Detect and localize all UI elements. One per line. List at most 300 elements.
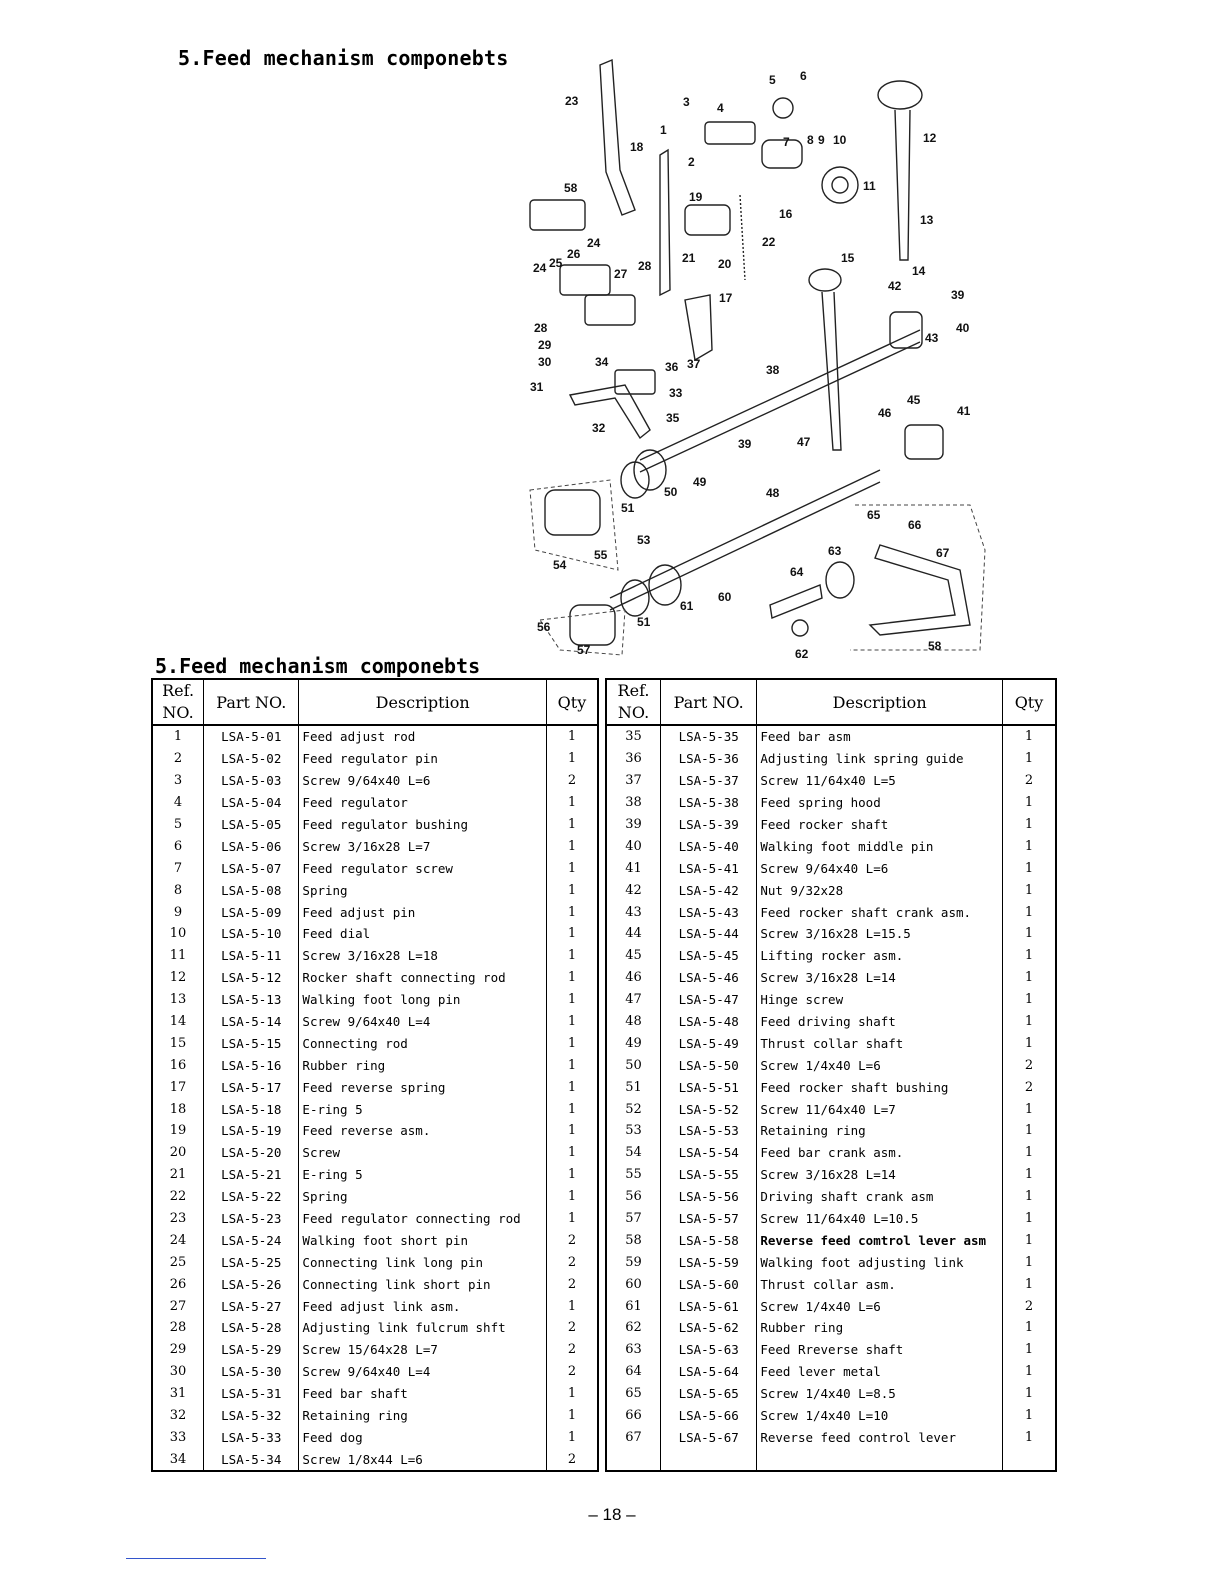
callout-28: 28 bbox=[534, 321, 548, 335]
ref-no: 60 bbox=[606, 1273, 661, 1295]
part-no: LSA-5-65 bbox=[661, 1383, 757, 1405]
ref-no: 40 bbox=[606, 835, 661, 857]
part-no: LSA-5-17 bbox=[204, 1076, 299, 1098]
description: Feed reverse asm. bbox=[299, 1120, 546, 1142]
ref-no: 61 bbox=[606, 1295, 661, 1317]
part-no: LSA-5-22 bbox=[204, 1186, 299, 1208]
table-row bbox=[606, 1383, 1056, 1405]
ref-no: 20 bbox=[152, 1142, 204, 1164]
table-row bbox=[606, 1229, 1056, 1251]
callout-15: 15 bbox=[841, 251, 855, 265]
table-row bbox=[606, 1251, 1056, 1273]
table-row bbox=[606, 748, 1056, 770]
qty: 1 bbox=[546, 725, 598, 748]
description: Thrust collar asm. bbox=[757, 1273, 1003, 1295]
part-no: LSA-5-19 bbox=[204, 1120, 299, 1142]
qty: 2 bbox=[1002, 1295, 1056, 1317]
ref-no: 29 bbox=[152, 1339, 204, 1361]
description: Lifting rocker asm. bbox=[757, 945, 1003, 967]
qty: 2 bbox=[546, 1339, 598, 1361]
header-ref: Ref. NO. bbox=[606, 679, 661, 725]
ref-no: 54 bbox=[606, 1142, 661, 1164]
ref-no: 10 bbox=[152, 923, 204, 945]
table-row bbox=[152, 1142, 598, 1164]
callout-64: 64 bbox=[790, 565, 804, 579]
ref-no: 17 bbox=[152, 1076, 204, 1098]
ref-no: 66 bbox=[606, 1405, 661, 1427]
callout-45: 45 bbox=[907, 393, 921, 407]
description: Connecting link short pin bbox=[299, 1273, 546, 1295]
part-no: LSA-5-40 bbox=[661, 835, 757, 857]
qty: 1 bbox=[1002, 923, 1056, 945]
callout-5: 5 bbox=[769, 73, 776, 87]
table-row bbox=[152, 1032, 598, 1054]
callout-38: 38 bbox=[766, 363, 780, 377]
ref-no: 53 bbox=[606, 1120, 661, 1142]
part-no: LSA-5-31 bbox=[204, 1383, 299, 1405]
section-title: 5.Feed mechanism componebts bbox=[155, 654, 481, 678]
qty: 2 bbox=[546, 1361, 598, 1383]
ref-no: 36 bbox=[606, 748, 661, 770]
description: Feed dog bbox=[299, 1427, 546, 1449]
part-no: LSA-5-51 bbox=[661, 1076, 757, 1098]
qty: 1 bbox=[546, 1186, 598, 1208]
ref-no: 35 bbox=[606, 725, 661, 748]
callout-2: 2 bbox=[688, 155, 695, 169]
qty bbox=[1002, 1448, 1056, 1471]
ref-no: 11 bbox=[152, 945, 204, 967]
callout-43: 42 bbox=[888, 279, 902, 293]
part-no: LSA-5-08 bbox=[204, 879, 299, 901]
part-no: LSA-5-37 bbox=[661, 770, 757, 792]
description: Rubber ring bbox=[757, 1317, 1003, 1339]
header-ref: Ref. NO. bbox=[152, 679, 204, 725]
description: Retaining ring bbox=[757, 1120, 1003, 1142]
description: Screw 9/64x40 L=6 bbox=[299, 770, 546, 792]
qty: 1 bbox=[546, 792, 598, 814]
callout-24b: 24 bbox=[533, 261, 547, 275]
qty: 1 bbox=[1002, 879, 1056, 901]
callout-12: 12 bbox=[923, 131, 937, 145]
qty: 1 bbox=[1002, 725, 1056, 748]
qty: 1 bbox=[546, 748, 598, 770]
ref-no: 45 bbox=[606, 945, 661, 967]
ref-no bbox=[606, 1448, 661, 1471]
callout-59: 58 bbox=[564, 181, 578, 195]
table-row bbox=[606, 1142, 1056, 1164]
description: Feed rocker shaft bushing bbox=[757, 1076, 1003, 1098]
table-row bbox=[152, 835, 598, 857]
table-row bbox=[606, 1317, 1056, 1339]
ref-no: 4 bbox=[152, 792, 204, 814]
ref-no: 65 bbox=[606, 1383, 661, 1405]
table-row bbox=[152, 1186, 598, 1208]
qty: 2 bbox=[1002, 1054, 1056, 1076]
callout-4: 4 bbox=[717, 101, 724, 115]
callout-53: 53 bbox=[637, 533, 651, 547]
description: Feed adjust pin bbox=[299, 901, 546, 923]
callout-9: 9 bbox=[818, 133, 825, 147]
part-no: LSA-5-47 bbox=[661, 989, 757, 1011]
description: Feed bar crank asm. bbox=[757, 1142, 1003, 1164]
callout-42: 41 bbox=[957, 404, 971, 418]
callout-28top: 28 bbox=[638, 259, 652, 273]
callout-21: 21 bbox=[682, 251, 696, 265]
header-qty: Qty bbox=[1002, 679, 1056, 725]
part-no bbox=[661, 1448, 757, 1471]
ref-no: 2 bbox=[152, 748, 204, 770]
table-row bbox=[606, 1208, 1056, 1230]
part-no: LSA-5-66 bbox=[661, 1405, 757, 1427]
description: Screw 15/64x28 L=7 bbox=[299, 1339, 546, 1361]
description: Feed driving shaft bbox=[757, 1011, 1003, 1033]
callout-63: 63 bbox=[828, 544, 842, 558]
table-row bbox=[152, 945, 598, 967]
ref-no: 34 bbox=[152, 1448, 204, 1471]
qty: 1 bbox=[1002, 1229, 1056, 1251]
part-no: LSA-5-21 bbox=[204, 1164, 299, 1186]
description: Feed bar asm bbox=[757, 725, 1003, 748]
callout-36: 36 bbox=[665, 360, 679, 374]
table-row bbox=[606, 1295, 1056, 1317]
ref-no: 37 bbox=[606, 770, 661, 792]
description: Connecting rod bbox=[299, 1032, 546, 1054]
table-row bbox=[152, 1405, 598, 1427]
part-no: LSA-5-50 bbox=[661, 1054, 757, 1076]
description: Nut 9/32x28 bbox=[757, 879, 1003, 901]
part-no: LSA-5-23 bbox=[204, 1208, 299, 1230]
ref-no: 43 bbox=[606, 901, 661, 923]
table-row bbox=[606, 1098, 1056, 1120]
description: Screw 3/16x28 L=14 bbox=[757, 967, 1003, 989]
part-no: LSA-5-05 bbox=[204, 814, 299, 836]
part-no: LSA-5-45 bbox=[661, 945, 757, 967]
part-no: LSA-5-56 bbox=[661, 1186, 757, 1208]
part-no: LSA-5-52 bbox=[661, 1098, 757, 1120]
ref-no: 14 bbox=[152, 1011, 204, 1033]
callout-44: 43 bbox=[925, 331, 939, 345]
qty: 1 bbox=[1002, 1011, 1056, 1033]
table-row bbox=[606, 967, 1056, 989]
qty: 2 bbox=[546, 1317, 598, 1339]
table-row bbox=[152, 1251, 598, 1273]
table-row bbox=[606, 792, 1056, 814]
description: Walking foot short pin bbox=[299, 1229, 546, 1251]
table-row bbox=[152, 1339, 598, 1361]
qty: 1 bbox=[1002, 1427, 1056, 1449]
description: Feed bar shaft bbox=[299, 1383, 546, 1405]
ref-no: 1 bbox=[152, 725, 204, 748]
description: Reverse feed control lever bbox=[757, 1427, 1003, 1449]
table-row bbox=[606, 989, 1056, 1011]
part-no: LSA-5-53 bbox=[661, 1120, 757, 1142]
description: Feed rocker shaft bbox=[757, 814, 1003, 836]
qty: 1 bbox=[546, 1208, 598, 1230]
qty: 1 bbox=[1002, 1273, 1056, 1295]
part-no: LSA-5-14 bbox=[204, 1011, 299, 1033]
part-no: LSA-5-11 bbox=[204, 945, 299, 967]
qty: 2 bbox=[546, 1273, 598, 1295]
table-row bbox=[152, 770, 598, 792]
part-no: LSA-5-42 bbox=[661, 879, 757, 901]
ref-no: 47 bbox=[606, 989, 661, 1011]
part-no: LSA-5-44 bbox=[661, 923, 757, 945]
table-row bbox=[606, 1361, 1056, 1383]
callout-57: 57 bbox=[577, 643, 591, 657]
qty: 1 bbox=[546, 1076, 598, 1098]
callout-8: 8 bbox=[807, 133, 814, 147]
table-row bbox=[606, 835, 1056, 857]
part-no: LSA-5-09 bbox=[204, 901, 299, 923]
callout-10: 10 bbox=[833, 133, 847, 147]
ref-no: 38 bbox=[606, 792, 661, 814]
ref-no: 58 bbox=[606, 1229, 661, 1251]
ref-no: 33 bbox=[152, 1427, 204, 1449]
part-no: LSA-5-33 bbox=[204, 1427, 299, 1449]
callout-54: 54 bbox=[553, 558, 567, 572]
part-no: LSA-5-02 bbox=[204, 748, 299, 770]
table-row bbox=[606, 1448, 1056, 1471]
qty: 1 bbox=[1002, 1405, 1056, 1427]
callout-23: 23 bbox=[565, 94, 579, 108]
description: Adjusting link spring guide bbox=[757, 748, 1003, 770]
part-no: LSA-5-58 bbox=[661, 1229, 757, 1251]
ref-no: 8 bbox=[152, 879, 204, 901]
description: Adjusting link fulcrum shft bbox=[299, 1317, 546, 1339]
part-no: LSA-5-60 bbox=[661, 1273, 757, 1295]
part-no: LSA-5-24 bbox=[204, 1229, 299, 1251]
callout-1: 1 bbox=[660, 123, 667, 137]
callout-47: 47 bbox=[797, 435, 811, 449]
callout-25: 25 bbox=[549, 256, 563, 270]
qty: 1 bbox=[546, 967, 598, 989]
qty: 1 bbox=[546, 1383, 598, 1405]
part-no: LSA-5-20 bbox=[204, 1142, 299, 1164]
description: Screw 1/4x40 L=10 bbox=[757, 1405, 1003, 1427]
table-row bbox=[606, 770, 1056, 792]
qty: 1 bbox=[1002, 967, 1056, 989]
qty: 1 bbox=[546, 989, 598, 1011]
table-row bbox=[606, 879, 1056, 901]
ref-no: 22 bbox=[152, 1186, 204, 1208]
callout-62: 62 bbox=[795, 647, 809, 660]
qty: 1 bbox=[546, 1120, 598, 1142]
table-row bbox=[606, 1120, 1056, 1142]
table-row bbox=[152, 1427, 598, 1449]
table-row bbox=[606, 1339, 1056, 1361]
table-row bbox=[606, 725, 1056, 748]
part-no: LSA-5-18 bbox=[204, 1098, 299, 1120]
qty: 1 bbox=[546, 1295, 598, 1317]
callout-49: 49 bbox=[693, 475, 707, 489]
part-no: LSA-5-07 bbox=[204, 857, 299, 879]
table-row bbox=[606, 1164, 1056, 1186]
header-part: Part NO. bbox=[204, 679, 299, 725]
ref-no: 21 bbox=[152, 1164, 204, 1186]
ref-no: 32 bbox=[152, 1405, 204, 1427]
part-no: LSA-5-41 bbox=[661, 857, 757, 879]
callout-35: 35 bbox=[666, 411, 680, 425]
callout-65: 65 bbox=[867, 508, 881, 522]
callout-31: 31 bbox=[530, 380, 544, 394]
description: Connecting link long pin bbox=[299, 1251, 546, 1273]
qty: 1 bbox=[546, 814, 598, 836]
ref-no: 18 bbox=[152, 1098, 204, 1120]
callout-16: 16 bbox=[779, 207, 793, 221]
ref-no: 59 bbox=[606, 1251, 661, 1273]
description: Screw bbox=[299, 1142, 546, 1164]
qty: 2 bbox=[546, 1251, 598, 1273]
callout-11: 11 bbox=[863, 179, 876, 193]
table-row bbox=[152, 1011, 598, 1033]
description: E-ring 5 bbox=[299, 1164, 546, 1186]
description: Hinge screw bbox=[757, 989, 1003, 1011]
table-row bbox=[152, 1098, 598, 1120]
table-row bbox=[152, 967, 598, 989]
qty: 1 bbox=[1002, 1098, 1056, 1120]
table-row bbox=[152, 814, 598, 836]
ref-no: 24 bbox=[152, 1229, 204, 1251]
callout-18: 18 bbox=[630, 140, 644, 154]
part-no: LSA-5-34 bbox=[204, 1448, 299, 1471]
description: Screw 3/16x28 L=7 bbox=[299, 835, 546, 857]
qty: 1 bbox=[1002, 1208, 1056, 1230]
table-row bbox=[152, 879, 598, 901]
callout-39: 39 bbox=[738, 437, 752, 451]
table-row bbox=[152, 1317, 598, 1339]
qty: 1 bbox=[546, 857, 598, 879]
description: Feed regulator pin bbox=[299, 748, 546, 770]
table-row bbox=[152, 1120, 598, 1142]
callout-29: 29 bbox=[538, 338, 552, 352]
qty: 1 bbox=[1002, 1032, 1056, 1054]
callout-19: 19 bbox=[689, 190, 703, 204]
part-no: LSA-5-49 bbox=[661, 1032, 757, 1054]
ref-no: 30 bbox=[152, 1361, 204, 1383]
callout-7: 7 bbox=[783, 135, 790, 149]
qty: 2 bbox=[1002, 770, 1056, 792]
qty: 1 bbox=[546, 1098, 598, 1120]
part-no: LSA-5-62 bbox=[661, 1317, 757, 1339]
callout-50: 50 bbox=[664, 485, 678, 499]
table-row bbox=[606, 923, 1056, 945]
description: Screw 1/4x40 L=8.5 bbox=[757, 1383, 1003, 1405]
description: E-ring 5 bbox=[299, 1098, 546, 1120]
ref-no: 28 bbox=[152, 1317, 204, 1339]
table-row bbox=[152, 792, 598, 814]
page-title: 5.Feed mechanism componebts bbox=[178, 46, 509, 70]
qty: 1 bbox=[1002, 1317, 1056, 1339]
part-no: LSA-5-15 bbox=[204, 1032, 299, 1054]
ref-no: 44 bbox=[606, 923, 661, 945]
description: Screw 11/64x40 L=7 bbox=[757, 1098, 1003, 1120]
description: Screw 3/16x28 L=14 bbox=[757, 1164, 1003, 1186]
description: Reverse feed comtrol lever asm bbox=[757, 1229, 1003, 1251]
table-row bbox=[152, 1383, 598, 1405]
qty: 1 bbox=[1002, 1164, 1056, 1186]
qty: 1 bbox=[1002, 945, 1056, 967]
table-row bbox=[606, 1405, 1056, 1427]
description: Walking foot long pin bbox=[299, 989, 546, 1011]
callout-56: 56 bbox=[537, 620, 551, 634]
qty: 2 bbox=[546, 1229, 598, 1251]
table-row bbox=[606, 1032, 1056, 1054]
ref-no: 16 bbox=[152, 1054, 204, 1076]
description: Screw 3/16x28 L=18 bbox=[299, 945, 546, 967]
callout-33: 33 bbox=[669, 386, 683, 400]
qty: 1 bbox=[1002, 857, 1056, 879]
description: Rocker shaft connecting rod bbox=[299, 967, 546, 989]
callout-6: 6 bbox=[800, 69, 807, 83]
description: Walking foot adjusting link bbox=[757, 1251, 1003, 1273]
ref-no: 39 bbox=[606, 814, 661, 836]
callout-61: 61 bbox=[680, 599, 694, 613]
part-no: LSA-5-36 bbox=[661, 748, 757, 770]
description: Feed reverse spring bbox=[299, 1076, 546, 1098]
callout-27: 27 bbox=[614, 267, 628, 281]
table-row bbox=[606, 1011, 1056, 1033]
description: Driving shaft crank asm bbox=[757, 1186, 1003, 1208]
callout-58: 58 bbox=[928, 639, 942, 653]
qty: 2 bbox=[1002, 1076, 1056, 1098]
part-no: LSA-5-04 bbox=[204, 792, 299, 814]
footnote-divider bbox=[126, 1558, 266, 1559]
callout-17: 17 bbox=[719, 291, 733, 305]
ref-no: 55 bbox=[606, 1164, 661, 1186]
ref-no: 15 bbox=[152, 1032, 204, 1054]
part-no: LSA-5-13 bbox=[204, 989, 299, 1011]
description: Screw 9/64x40 L=6 bbox=[757, 857, 1003, 879]
callout-40: 39 bbox=[951, 288, 965, 302]
header-desc: Description bbox=[757, 679, 1003, 725]
ref-no: 3 bbox=[152, 770, 204, 792]
qty: 1 bbox=[546, 1142, 598, 1164]
callout-60: 60 bbox=[718, 590, 732, 604]
part-no: LSA-5-12 bbox=[204, 967, 299, 989]
table-row bbox=[152, 1361, 598, 1383]
ref-no: 50 bbox=[606, 1054, 661, 1076]
ref-no: 64 bbox=[606, 1361, 661, 1383]
ref-no: 56 bbox=[606, 1186, 661, 1208]
callout-37: 37 bbox=[687, 357, 701, 371]
ref-no: 12 bbox=[152, 967, 204, 989]
description: Feed Rreverse shaft bbox=[757, 1339, 1003, 1361]
description: Screw 9/64x40 L=4 bbox=[299, 1361, 546, 1383]
callout-67: 67 bbox=[936, 546, 950, 560]
qty: 1 bbox=[546, 1054, 598, 1076]
table-row bbox=[606, 814, 1056, 836]
ref-no: 62 bbox=[606, 1317, 661, 1339]
callout-3: 3 bbox=[683, 95, 690, 109]
qty: 1 bbox=[1002, 1142, 1056, 1164]
table-row bbox=[152, 857, 598, 879]
table-row bbox=[606, 945, 1056, 967]
description: Screw 1/4x40 L=6 bbox=[757, 1054, 1003, 1076]
part-no: LSA-5-10 bbox=[204, 923, 299, 945]
description: Spring bbox=[299, 1186, 546, 1208]
ref-no: 23 bbox=[152, 1208, 204, 1230]
part-no: LSA-5-27 bbox=[204, 1295, 299, 1317]
qty: 1 bbox=[1002, 1361, 1056, 1383]
qty: 1 bbox=[546, 835, 598, 857]
qty: 1 bbox=[1002, 814, 1056, 836]
ref-no: 63 bbox=[606, 1339, 661, 1361]
description: Spring bbox=[299, 879, 546, 901]
exploded-parts-diagram bbox=[500, 50, 1020, 660]
part-no: LSA-5-61 bbox=[661, 1295, 757, 1317]
qty: 1 bbox=[546, 901, 598, 923]
table-row bbox=[152, 1076, 598, 1098]
